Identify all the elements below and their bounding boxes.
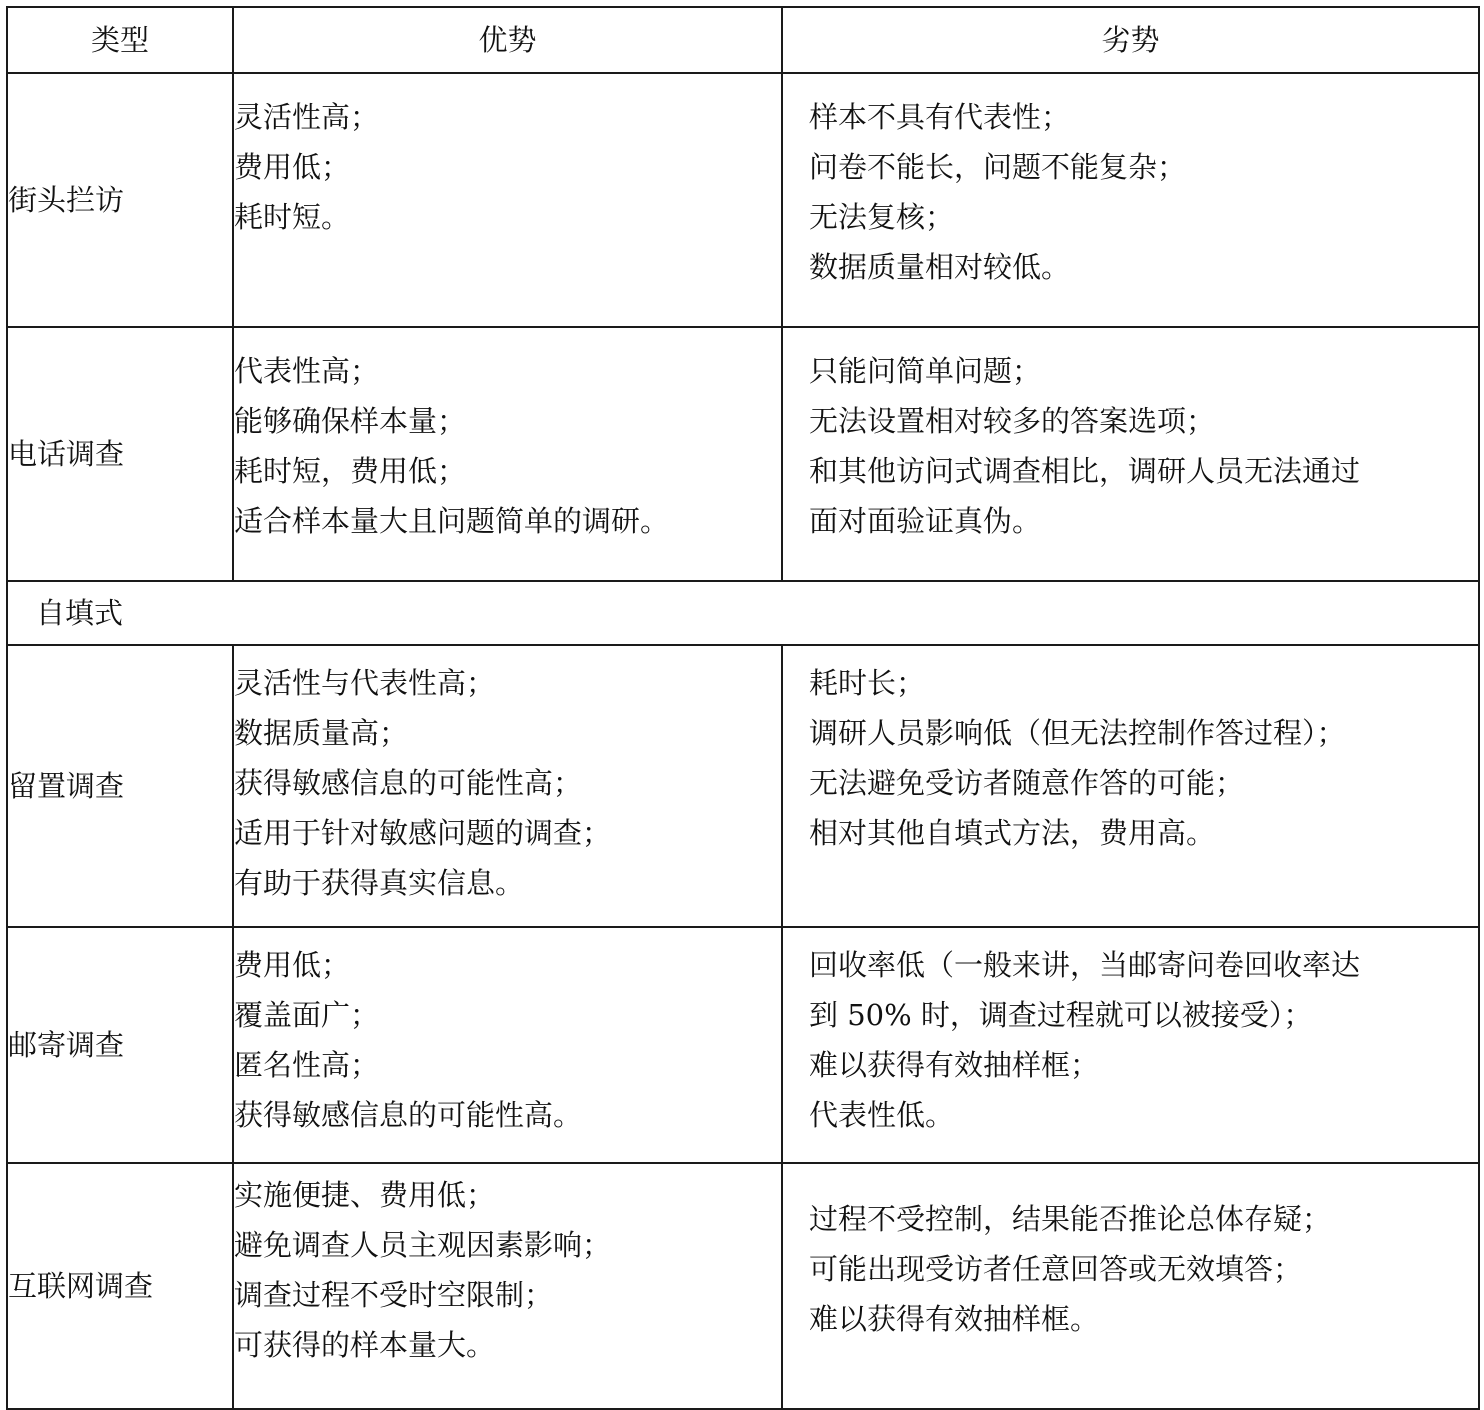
list-item: 可能出现受访者任意回答或无效填答； xyxy=(809,1252,1303,1286)
advantages-cell xyxy=(233,327,782,581)
list-item: 获得敏感信息的可能性高； xyxy=(234,766,583,800)
advantages-cell xyxy=(233,1163,782,1409)
list-item: 数据质量相对较低。 xyxy=(809,250,1071,284)
list-item: 无法复核； xyxy=(809,200,955,234)
list-item: 费用低； xyxy=(234,948,351,982)
table-row xyxy=(7,73,1479,327)
list-item: 代表性高； xyxy=(234,354,380,388)
list-item: 灵活性与代表性高； xyxy=(234,666,496,700)
section-row xyxy=(7,581,1479,645)
list-item: 费用低； xyxy=(234,150,351,184)
list-item: 无法设置相对较多的答案选项； xyxy=(809,404,1216,438)
list-item: 获得敏感信息的可能性高。 xyxy=(234,1098,583,1132)
list-item: 适用于针对敏感问题的调查； xyxy=(234,816,612,850)
list-item: 到 50% 时，调查过程就可以被接受）； xyxy=(809,998,1313,1032)
list-item: 回收率低（一般来讲，当邮寄问卷回收率达 xyxy=(809,948,1361,982)
list-item: 匿名性高； xyxy=(234,1048,380,1082)
list-item: 能够确保样本量； xyxy=(234,404,467,438)
list-item: 耗时长； xyxy=(809,666,926,700)
disadvantages-cell xyxy=(782,73,1479,327)
list-item: 避免调查人员主观因素影响； xyxy=(234,1228,612,1262)
advantages-cell xyxy=(233,645,782,927)
list-item: 和其他访问式调查相比，调研人员无法通过 xyxy=(809,454,1361,488)
survey-comparison-table xyxy=(6,6,1480,1410)
table-row xyxy=(7,927,1479,1163)
header-type: 类型 xyxy=(7,7,233,73)
table-header-row xyxy=(7,7,1479,73)
list-item: 数据质量高； xyxy=(234,716,409,750)
list-item: 调查过程不受时空限制； xyxy=(234,1278,554,1312)
survey-comparison-table-wrapper xyxy=(6,6,1480,1410)
disadvantages-cell xyxy=(782,927,1479,1163)
list-item: 适合样本量大且问题简单的调研。 xyxy=(234,504,670,538)
table-row xyxy=(7,1163,1479,1409)
row-type-label: 电话调查 xyxy=(7,327,233,581)
list-item: 难以获得有效抽样框； xyxy=(809,1048,1100,1082)
disadvantages-cell xyxy=(782,645,1479,927)
list-item: 耗时短，费用低； xyxy=(234,454,467,488)
header-disadvantages: 劣势 xyxy=(782,7,1479,73)
disadvantages-cell xyxy=(782,327,1479,581)
list-item: 样本不具有代表性； xyxy=(809,100,1071,134)
list-item: 耗时短。 xyxy=(234,200,351,234)
row-type-label: 邮寄调查 xyxy=(7,927,233,1163)
list-item: 相对其他自填式方法，费用高。 xyxy=(809,816,1216,850)
list-item: 只能问简单问题； xyxy=(809,354,1042,388)
advantages-cell xyxy=(233,73,782,327)
list-item: 代表性低。 xyxy=(809,1098,955,1132)
list-item: 问卷不能长，问题不能复杂； xyxy=(809,150,1187,184)
list-item: 面对面验证真伪。 xyxy=(809,504,1042,538)
list-item: 无法避免受访者随意作答的可能； xyxy=(809,766,1245,800)
section-label: 自填式 xyxy=(7,581,1479,645)
row-type-label: 留置调查 xyxy=(7,645,233,927)
row-type-label: 街头拦访 xyxy=(7,73,233,327)
list-item: 灵活性高； xyxy=(234,100,380,134)
table-row xyxy=(7,645,1479,927)
advantages-cell xyxy=(233,927,782,1163)
disadvantages-cell xyxy=(782,1163,1479,1409)
list-item: 过程不受控制，结果能否推论总体存疑； xyxy=(809,1202,1332,1236)
list-item: 难以获得有效抽样框。 xyxy=(809,1302,1100,1336)
list-item: 有助于获得真实信息。 xyxy=(234,866,525,900)
list-item: 调研人员影响低（但无法控制作答过程）； xyxy=(809,716,1346,750)
list-item: 覆盖面广； xyxy=(234,998,380,1032)
list-item: 可获得的样本量大。 xyxy=(234,1328,496,1362)
row-type-label: 互联网调查 xyxy=(7,1163,233,1409)
header-advantages: 优势 xyxy=(233,7,782,73)
table-row xyxy=(7,327,1479,581)
list-item: 实施便捷、费用低； xyxy=(234,1178,496,1212)
